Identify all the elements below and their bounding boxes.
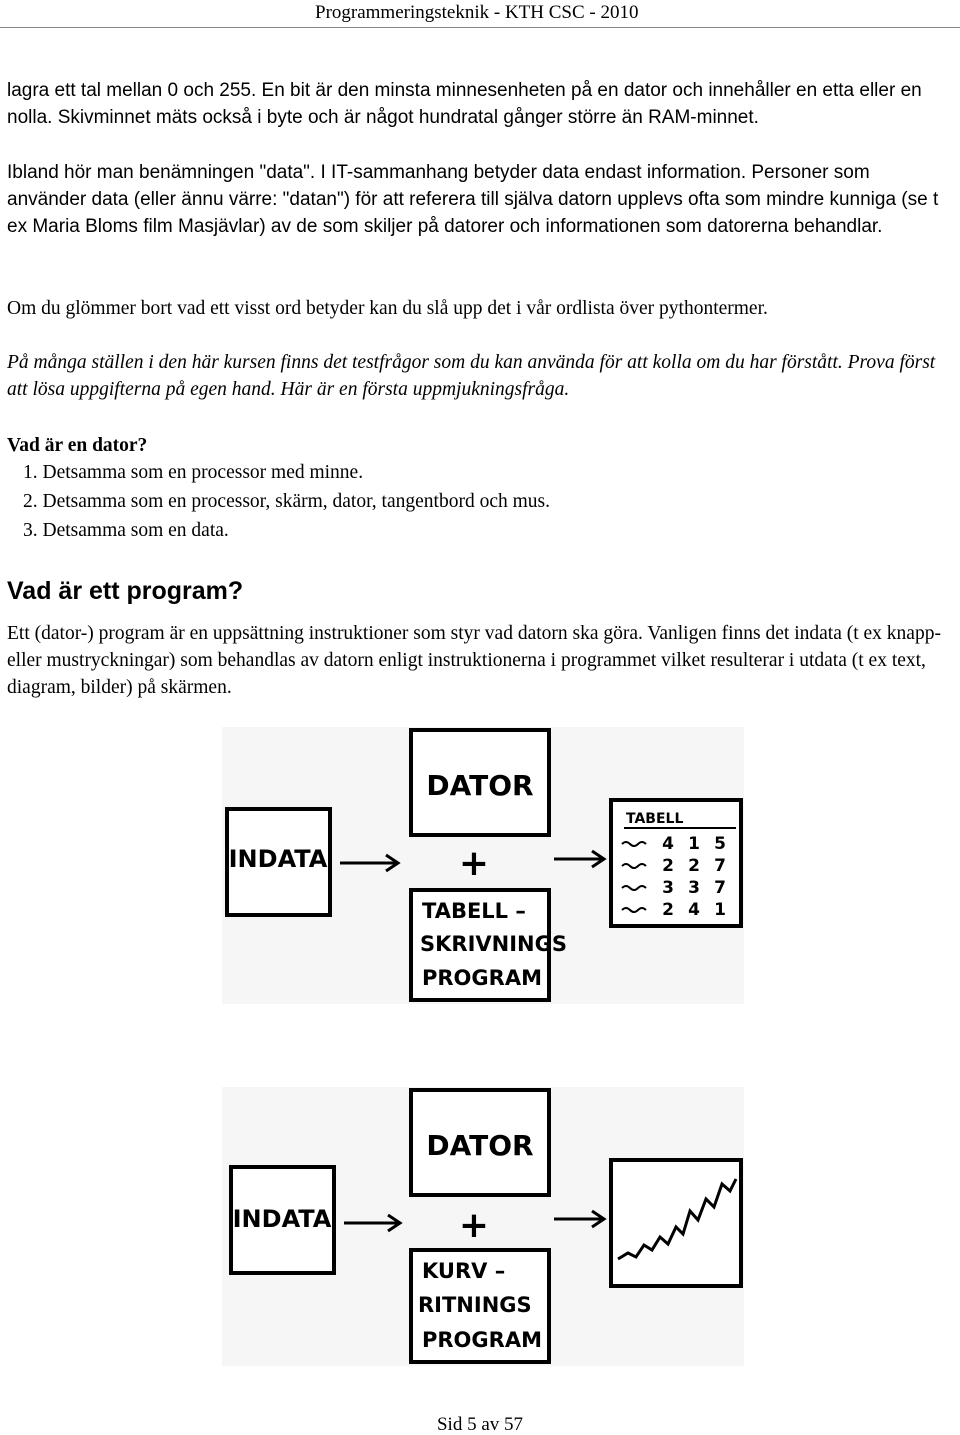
indata-label: INDATA	[232, 1205, 332, 1233]
page-footer: Sid 5 av 57	[436, 1414, 524, 1435]
program-line: PROGRAM	[422, 966, 542, 990]
quiz-options	[23, 458, 550, 545]
table-cell: 4	[688, 900, 700, 920]
program-line: SKRIVNINGS	[420, 932, 567, 956]
paragraph-glossary: Om du glömmer bort vad ett visst ord betyder kan du slå upp det i vår ordlista över pythontermer.	[7, 298, 768, 319]
table-cell: 2	[662, 900, 674, 920]
program-line: PROGRAM	[422, 1328, 542, 1352]
plus-sign: +	[458, 843, 490, 884]
paragraph-data-rest: Personer som använder data (eller ännu värre: "datan") för att referera till själva datorn upplevs ofta som mindre kunniga (se t ex Maria Bloms film Masjävlar) av de som skiljer på datorer och informationen som datorerna behandlar.	[7, 162, 939, 237]
paragraph-data	[7, 159, 952, 240]
paragraph-data-intro: Ibland hör man benämningen "data". I IT-sammanhang betyder data endast information.	[7, 162, 747, 183]
table-cell: 7	[714, 878, 726, 898]
indata-label: INDATA	[228, 845, 328, 873]
table-cell: 7	[714, 856, 726, 876]
figure-table-program-drawing	[222, 727, 744, 1004]
figure-table-program	[222, 727, 744, 1004]
program-line: KURV –	[422, 1259, 506, 1283]
paragraph-quiz-intro: På många ställen i den här kursen finns det testfrågor som du kan använda för att kolla om du har förstått. Prova först att lösa uppgifterna på egen hand. Här är en första uppmjukningsfråga.	[7, 352, 936, 400]
section-body: Ett (dator-) program är en uppsättning instruktioner som styr vad datorn ska göra. Vanligen finns det indata (t ex knapp- eller mustryckningar) som behandlas av datorn enligt instruktionerna i programmet vilket resulterar i utdata (t ex text, diagram, bilder) på skärmen.	[7, 623, 941, 698]
paragraph-bytes: lagra ett tal mellan 0 och 255. En bit är den minsta minnesenheten på en dator och innehåller en etta eller en nolla. Skivminnet mäts också i byte och är något hundratal gånger större än RAM-minnet.	[7, 80, 922, 128]
figure-curve-program	[222, 1087, 744, 1366]
table-cell: 5	[714, 834, 726, 854]
table-cell: 3	[688, 878, 700, 898]
program-line: RITNINGS	[418, 1293, 532, 1317]
table-cell: 1	[688, 834, 700, 854]
table-title: TABELL	[626, 811, 684, 827]
quiz-option[interactable]: 2. Detsamma som en processor, skärm, dator, tangentbord och mus.	[23, 491, 550, 512]
header-rule	[0, 27, 960, 28]
dator-label: DATOR	[426, 1129, 534, 1162]
program-line: TABELL –	[422, 899, 526, 923]
page-header	[0, 0, 960, 30]
quiz-option[interactable]: 3. Detsamma som en data.	[23, 520, 229, 541]
figure-curve-program-drawing	[222, 1087, 744, 1366]
header-title: Programmeringsteknik - KTH CSC - 2010	[315, 2, 639, 23]
table-cell: 4	[662, 834, 674, 854]
dator-label: DATOR	[426, 769, 534, 802]
quiz-question: Vad är en dator?	[7, 435, 148, 456]
quiz-option[interactable]: 1. Detsamma som en processor med minne.	[23, 462, 364, 483]
table-cell: 3	[662, 878, 674, 898]
output-screen	[611, 1160, 741, 1286]
table-cell: 2	[688, 856, 700, 876]
plus-sign: +	[458, 1205, 490, 1246]
table-cell: 1	[714, 900, 726, 920]
section-heading: Vad är ett program?	[7, 577, 244, 605]
table-cell: 2	[662, 856, 674, 876]
